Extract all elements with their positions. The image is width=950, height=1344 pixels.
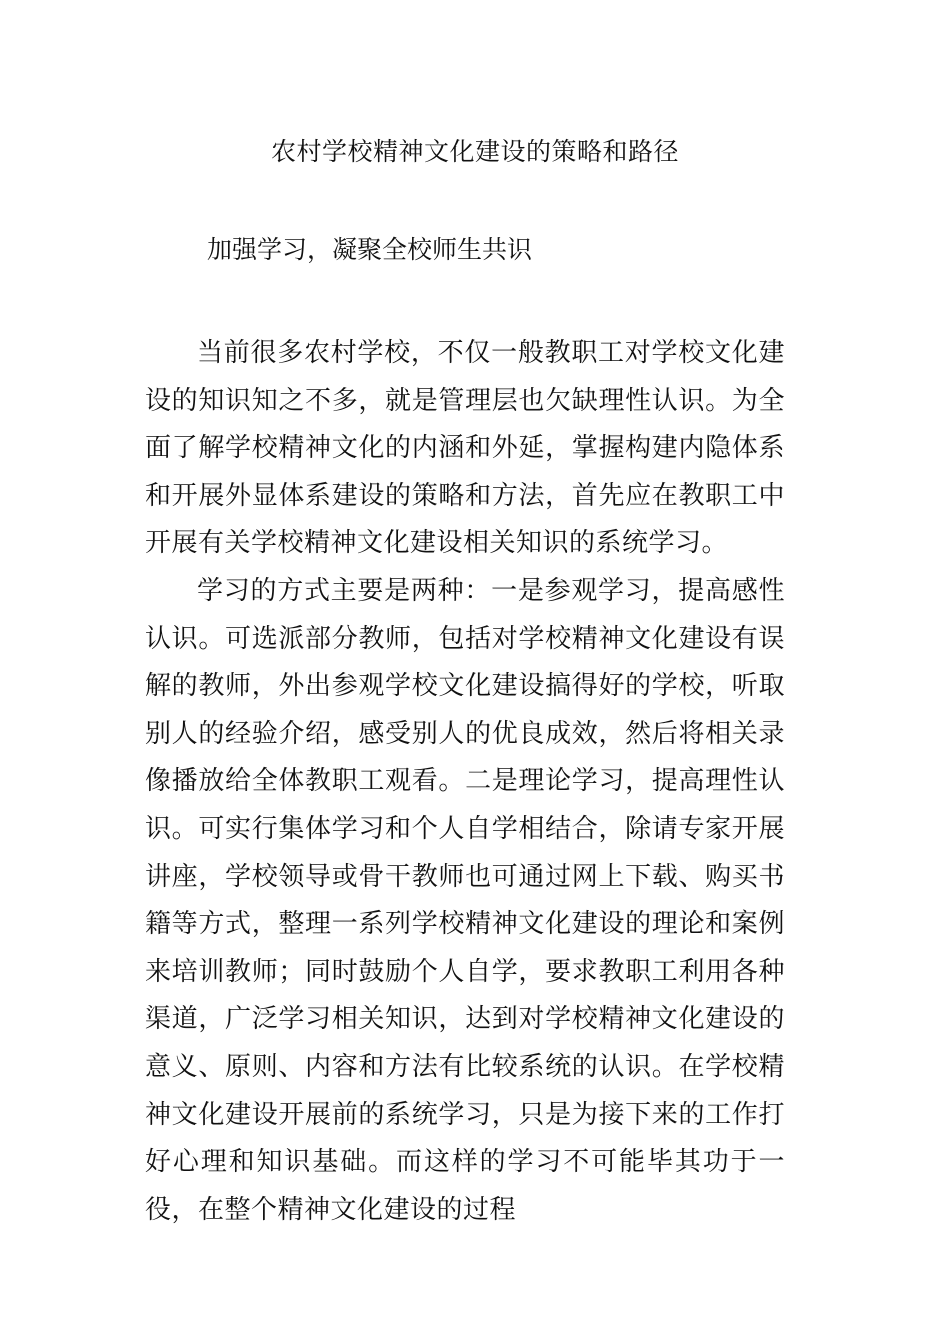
section-heading: 加强学习，凝聚全校师生共识 [207, 235, 533, 264]
document-title: 农村学校精神文化建设的策略和路径 [270, 137, 679, 166]
paragraph: 学习的方式主要是两种：一是参观学习，提高感性认识。可选派部分教师，包括对学校精神文化建设有误解的教师，外出参观学校文化建设搞得好的学校，听取别人的经验介绍，感受别人的优良成效，然后将相关录像播放给全体教职工观看。二是理论学习，提高理性认识。可实行集体学习和个人自学相结合，除请专家开展讲座，学校领导或骨干教师也可通过网上下载、购买书籍等方式，整理一系列学校精神文化建设的理论和案例来培训教师；同时鼓励个人自学，要求教职工利用各种渠道，广泛学习相关知识，达到对学校精神文化建设的意义、原则、内容和方法有比较系统的认识。在学校精神文化建设开展前的系统学习，只是为接下来的工作打好心理和知识基础。而这样的学习不可能毕其功于一役，在整个精神文化建设的过程 [145, 575, 785, 1225]
paragraph: 当前很多农村学校，不仅一般教职工对学校文化建设的知识知之不多，就是管理层也欠缺理性认识。为全面了解学校精神文化的内涵和外延，掌握构建内隐体系和开展外显体系建设的策略和方法，首先应在教职工中开展有关学校精神文化建设相关知识的系统学习。 [145, 338, 785, 559]
body-text [145, 330, 785, 1234]
